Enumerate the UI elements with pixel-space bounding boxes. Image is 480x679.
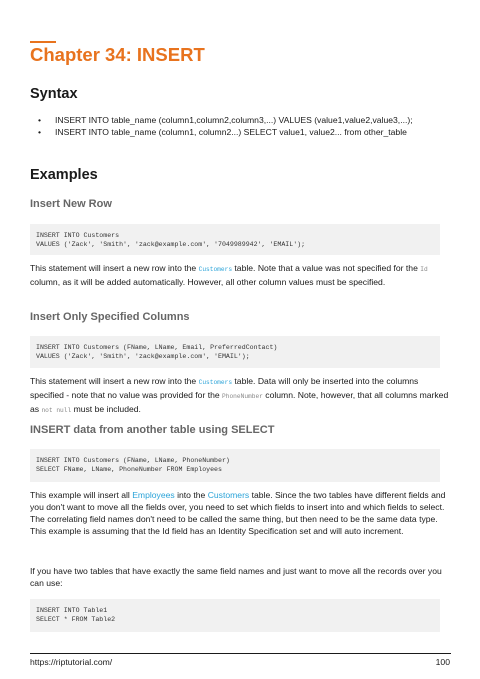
customers-link[interactable]: Customers xyxy=(207,490,250,500)
syntax-item-text: INSERT INTO table_name (column1,column2,column3,...) VALUES (value1,value2,value3,...); xyxy=(55,115,413,125)
insert-specified-paragraph xyxy=(30,375,450,417)
text: table. Since the two tables have different fields and you don't want to move all the fields over, you need to set which fields to insert into and which fields to select. The correlating field names don't need to be called the same thing, but then need to be the same data type. This example is assuming that the Id field has an Identity Specification set and will auto increment. xyxy=(30,490,446,536)
footer-url-link[interactable]: https://riptutorial.com/ xyxy=(30,657,113,667)
insert-specified-heading: Insert Only Specified Columns xyxy=(30,311,190,323)
text: table. Note that a value was not specified for the xyxy=(232,263,421,273)
insert-select-paragraph-2: If you have two tables that have exactly the same field names and just want to move all the records over you can use: xyxy=(30,566,442,588)
footer-rule xyxy=(30,653,451,654)
insert-new-row-heading: Insert New Row xyxy=(30,198,112,210)
code-block-insert-select: INSERT INTO Customers (FName, LName, PhoneNumber) SELECT FName, LName, PhoneNumber FROM Employees xyxy=(30,449,440,482)
text: must be included. xyxy=(71,404,141,414)
code-block-insert-specified: INSERT INTO Customers (FName, LName, Email, PreferredContact) VALUES ('Zack', 'Smith', 'zack@example.com', 'EMAIL'); xyxy=(30,336,440,368)
code-block-insert-table: INSERT INTO Table1 SELECT * FROM Table2 xyxy=(30,599,440,632)
syntax-heading: Syntax xyxy=(30,86,78,102)
text: This statement will insert a new row into the xyxy=(30,263,199,273)
inline-code-id: Id xyxy=(420,266,428,273)
text: This statement will insert a new row into the xyxy=(30,376,199,386)
inline-code-customers: Customers xyxy=(198,379,233,386)
syntax-item xyxy=(38,126,458,138)
text: column. Note, however, that all columns marked as xyxy=(30,390,449,414)
bullet-icon: • xyxy=(38,127,42,137)
text: table. Data will only be inserted into the columns specified - note that no value was provided for the xyxy=(30,376,419,400)
syntax-item-text: INSERT INTO table_name (column1, column2...) SELECT value1, value2... from other_table xyxy=(55,127,407,137)
text: into the xyxy=(174,490,208,500)
syntax-list xyxy=(38,114,458,138)
insert-select-paragraph xyxy=(30,489,450,537)
inline-code-phonenumber: PhoneNumber xyxy=(222,393,263,400)
page-number: 100 xyxy=(435,657,450,667)
syntax-item xyxy=(38,114,458,126)
examples-heading: Examples xyxy=(30,167,98,183)
text: column, as it will be added automatically. However, all other column values must be specified. xyxy=(30,277,386,287)
text: This example will insert all xyxy=(30,490,133,500)
inline-code-not-null: not null xyxy=(41,407,72,414)
insert-new-row-paragraph xyxy=(30,262,450,288)
chapter-accent-rule xyxy=(30,41,56,43)
employees-link[interactable]: Employees xyxy=(132,490,175,500)
insert-select-heading: INSERT data from another table using SELECT xyxy=(30,424,275,436)
bullet-icon: • xyxy=(38,115,42,125)
chapter-title: Chapter 34: INSERT xyxy=(30,44,205,65)
inline-code-customers: Customers xyxy=(198,266,233,273)
code-block-insert-new-row: INSERT INTO Customers VALUES ('Zack', 'Smith', 'zack@example.com', '7049989942', 'EMAIL'); xyxy=(30,224,440,255)
